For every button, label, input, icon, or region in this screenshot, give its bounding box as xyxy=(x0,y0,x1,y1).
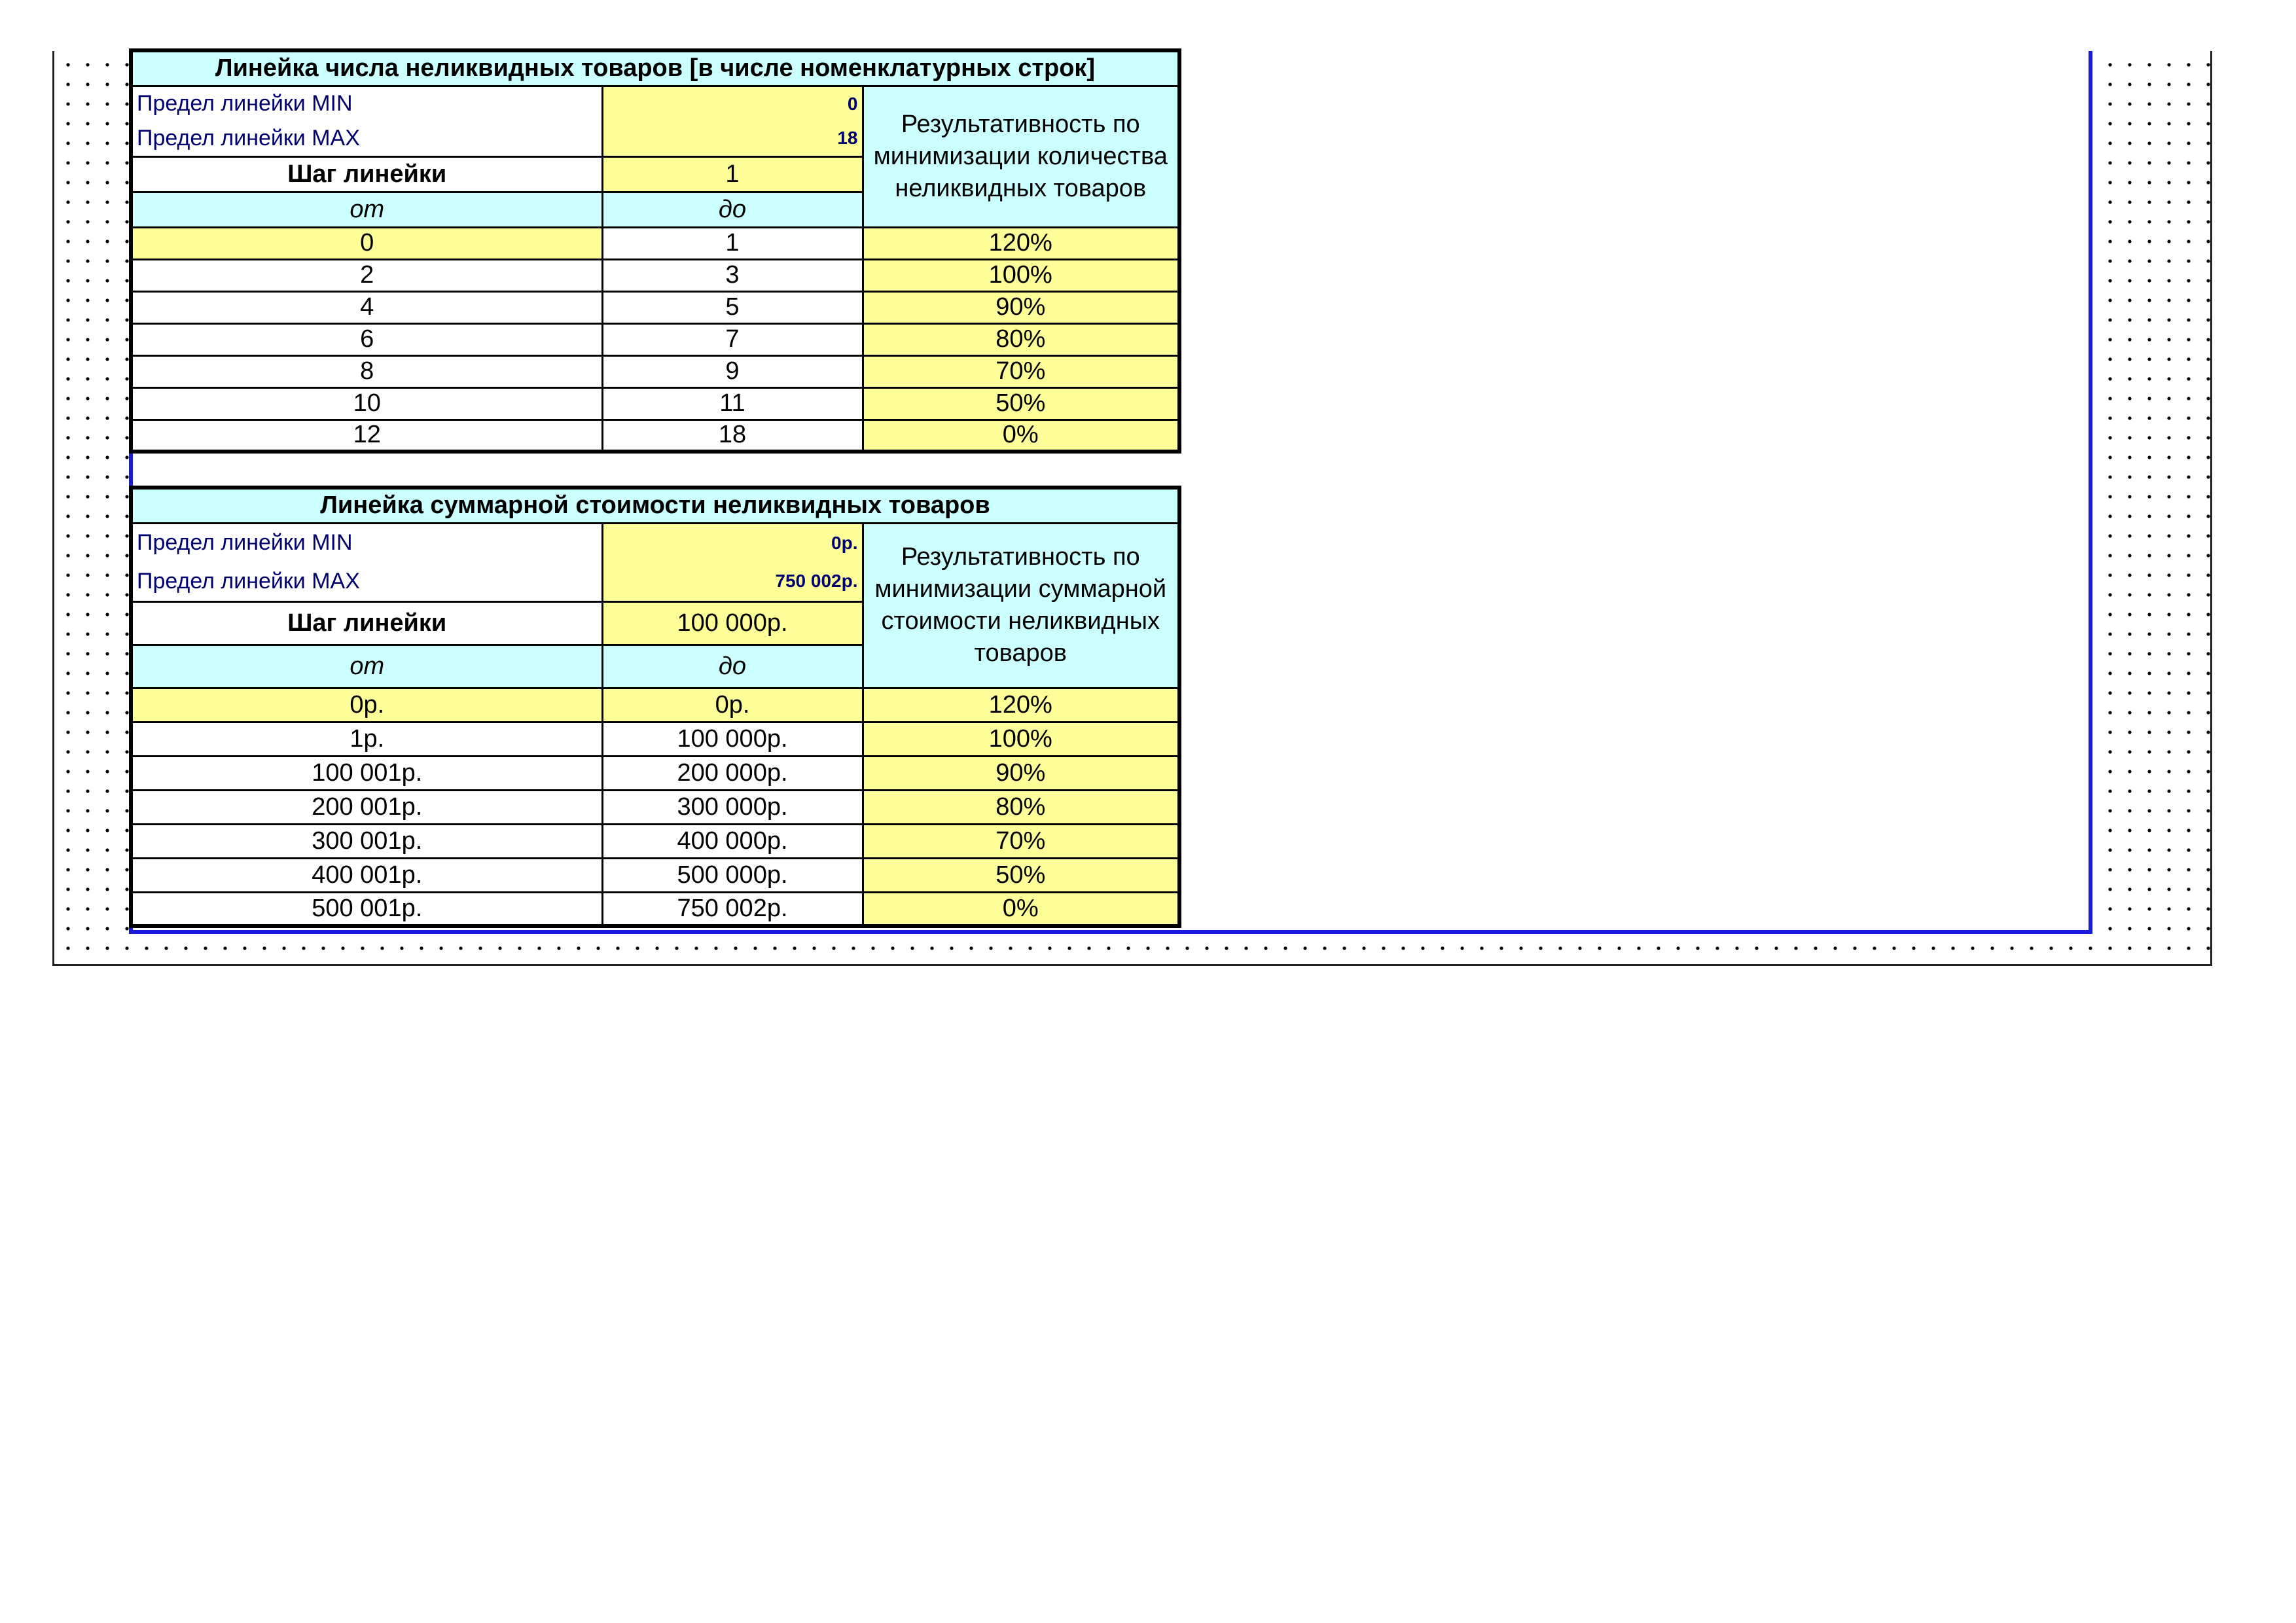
range-to: 100 000р. xyxy=(602,722,863,756)
range-result[interactable]: 90% xyxy=(863,756,1179,790)
table-row xyxy=(131,858,1179,892)
range-result[interactable]: 100% xyxy=(863,722,1179,756)
max-limit-label: Предел линейки MAX xyxy=(131,121,602,156)
range-to: 500 000р. xyxy=(602,858,863,892)
range-result[interactable]: 80% xyxy=(863,323,1179,355)
range-from: 6 xyxy=(131,323,602,355)
table-row xyxy=(131,355,1179,387)
range-from: 300 001р. xyxy=(131,824,602,858)
range-from: 1р. xyxy=(131,722,602,756)
range-from: 400 001р. xyxy=(131,858,602,892)
illiquid-count-table xyxy=(129,48,1181,454)
table-row xyxy=(131,824,1179,858)
table-row xyxy=(131,323,1179,355)
range-result[interactable]: 70% xyxy=(863,355,1179,387)
range-result[interactable]: 120% xyxy=(863,688,1179,722)
range-to: 18 xyxy=(602,419,863,452)
range-from[interactable]: 0 xyxy=(131,227,602,259)
range-to: 750 002р. xyxy=(602,892,863,926)
step-label: Шаг линейки xyxy=(131,156,602,192)
step-value[interactable]: 1 xyxy=(602,156,863,192)
min-limit-label: Предел линейки MIN xyxy=(131,86,602,121)
max-limit-label: Предел линейки MAX xyxy=(131,562,602,601)
step-value[interactable]: 100 000р. xyxy=(602,601,863,645)
range-from: 500 001р. xyxy=(131,892,602,926)
illiquid-cost-table xyxy=(129,486,1181,928)
to-header: до xyxy=(602,645,863,688)
range-result[interactable]: 70% xyxy=(863,824,1179,858)
range-from: 10 xyxy=(131,387,602,419)
range-to: 3 xyxy=(602,259,863,291)
range-from: 200 001р. xyxy=(131,790,602,824)
table-row xyxy=(131,259,1179,291)
range-from: 2 xyxy=(131,259,602,291)
range-from[interactable]: 0р. xyxy=(131,688,602,722)
from-header: от xyxy=(131,192,602,227)
step-label: Шаг линейки xyxy=(131,601,602,645)
range-to: 400 000р. xyxy=(602,824,863,858)
range-to: 300 000р. xyxy=(602,790,863,824)
table-row xyxy=(131,291,1179,323)
min-limit-label: Предел линейки MIN xyxy=(131,523,602,562)
range-from: 8 xyxy=(131,355,602,387)
range-result[interactable]: 0% xyxy=(863,892,1179,926)
range-result[interactable]: 0% xyxy=(863,419,1179,452)
range-result[interactable]: 50% xyxy=(863,858,1179,892)
table-row xyxy=(131,892,1179,926)
range-to: 11 xyxy=(602,387,863,419)
range-from: 4 xyxy=(131,291,602,323)
range-result[interactable]: 50% xyxy=(863,387,1179,419)
result-header: Результативность по минимизации суммарной стоимости неликвидных товаров xyxy=(863,523,1179,688)
from-header: от xyxy=(131,645,602,688)
range-result[interactable]: 90% xyxy=(863,291,1179,323)
range-result[interactable]: 120% xyxy=(863,227,1179,259)
max-limit-value[interactable]: 750 002р. xyxy=(602,562,863,601)
range-from: 12 xyxy=(131,419,602,452)
range-to: 200 000р. xyxy=(602,756,863,790)
result-header: Результативность по минимизации количества неликвидных товаров xyxy=(863,86,1179,227)
table-row xyxy=(131,790,1179,824)
range-to: 7 xyxy=(602,323,863,355)
range-result[interactable]: 100% xyxy=(863,259,1179,291)
range-to[interactable]: 0р. xyxy=(602,688,863,722)
range-from: 100 001р. xyxy=(131,756,602,790)
table-row xyxy=(131,722,1179,756)
range-to: 9 xyxy=(602,355,863,387)
table-row xyxy=(131,387,1179,419)
table-title: Линейка числа неликвидных товаров [в числе номенклатурных строк] xyxy=(131,50,1179,86)
table-row xyxy=(131,419,1179,452)
table-row xyxy=(131,227,1179,259)
range-to: 1 xyxy=(602,227,863,259)
table-row xyxy=(131,688,1179,722)
range-to: 5 xyxy=(602,291,863,323)
table-row xyxy=(131,756,1179,790)
max-limit-value[interactable]: 18 xyxy=(602,121,863,156)
to-header: до xyxy=(602,192,863,227)
table-title: Линейка суммарной стоимости неликвидных товаров xyxy=(131,488,1179,523)
range-result[interactable]: 80% xyxy=(863,790,1179,824)
min-limit-value[interactable]: 0 xyxy=(602,86,863,121)
min-limit-value[interactable]: 0р. xyxy=(602,523,863,562)
